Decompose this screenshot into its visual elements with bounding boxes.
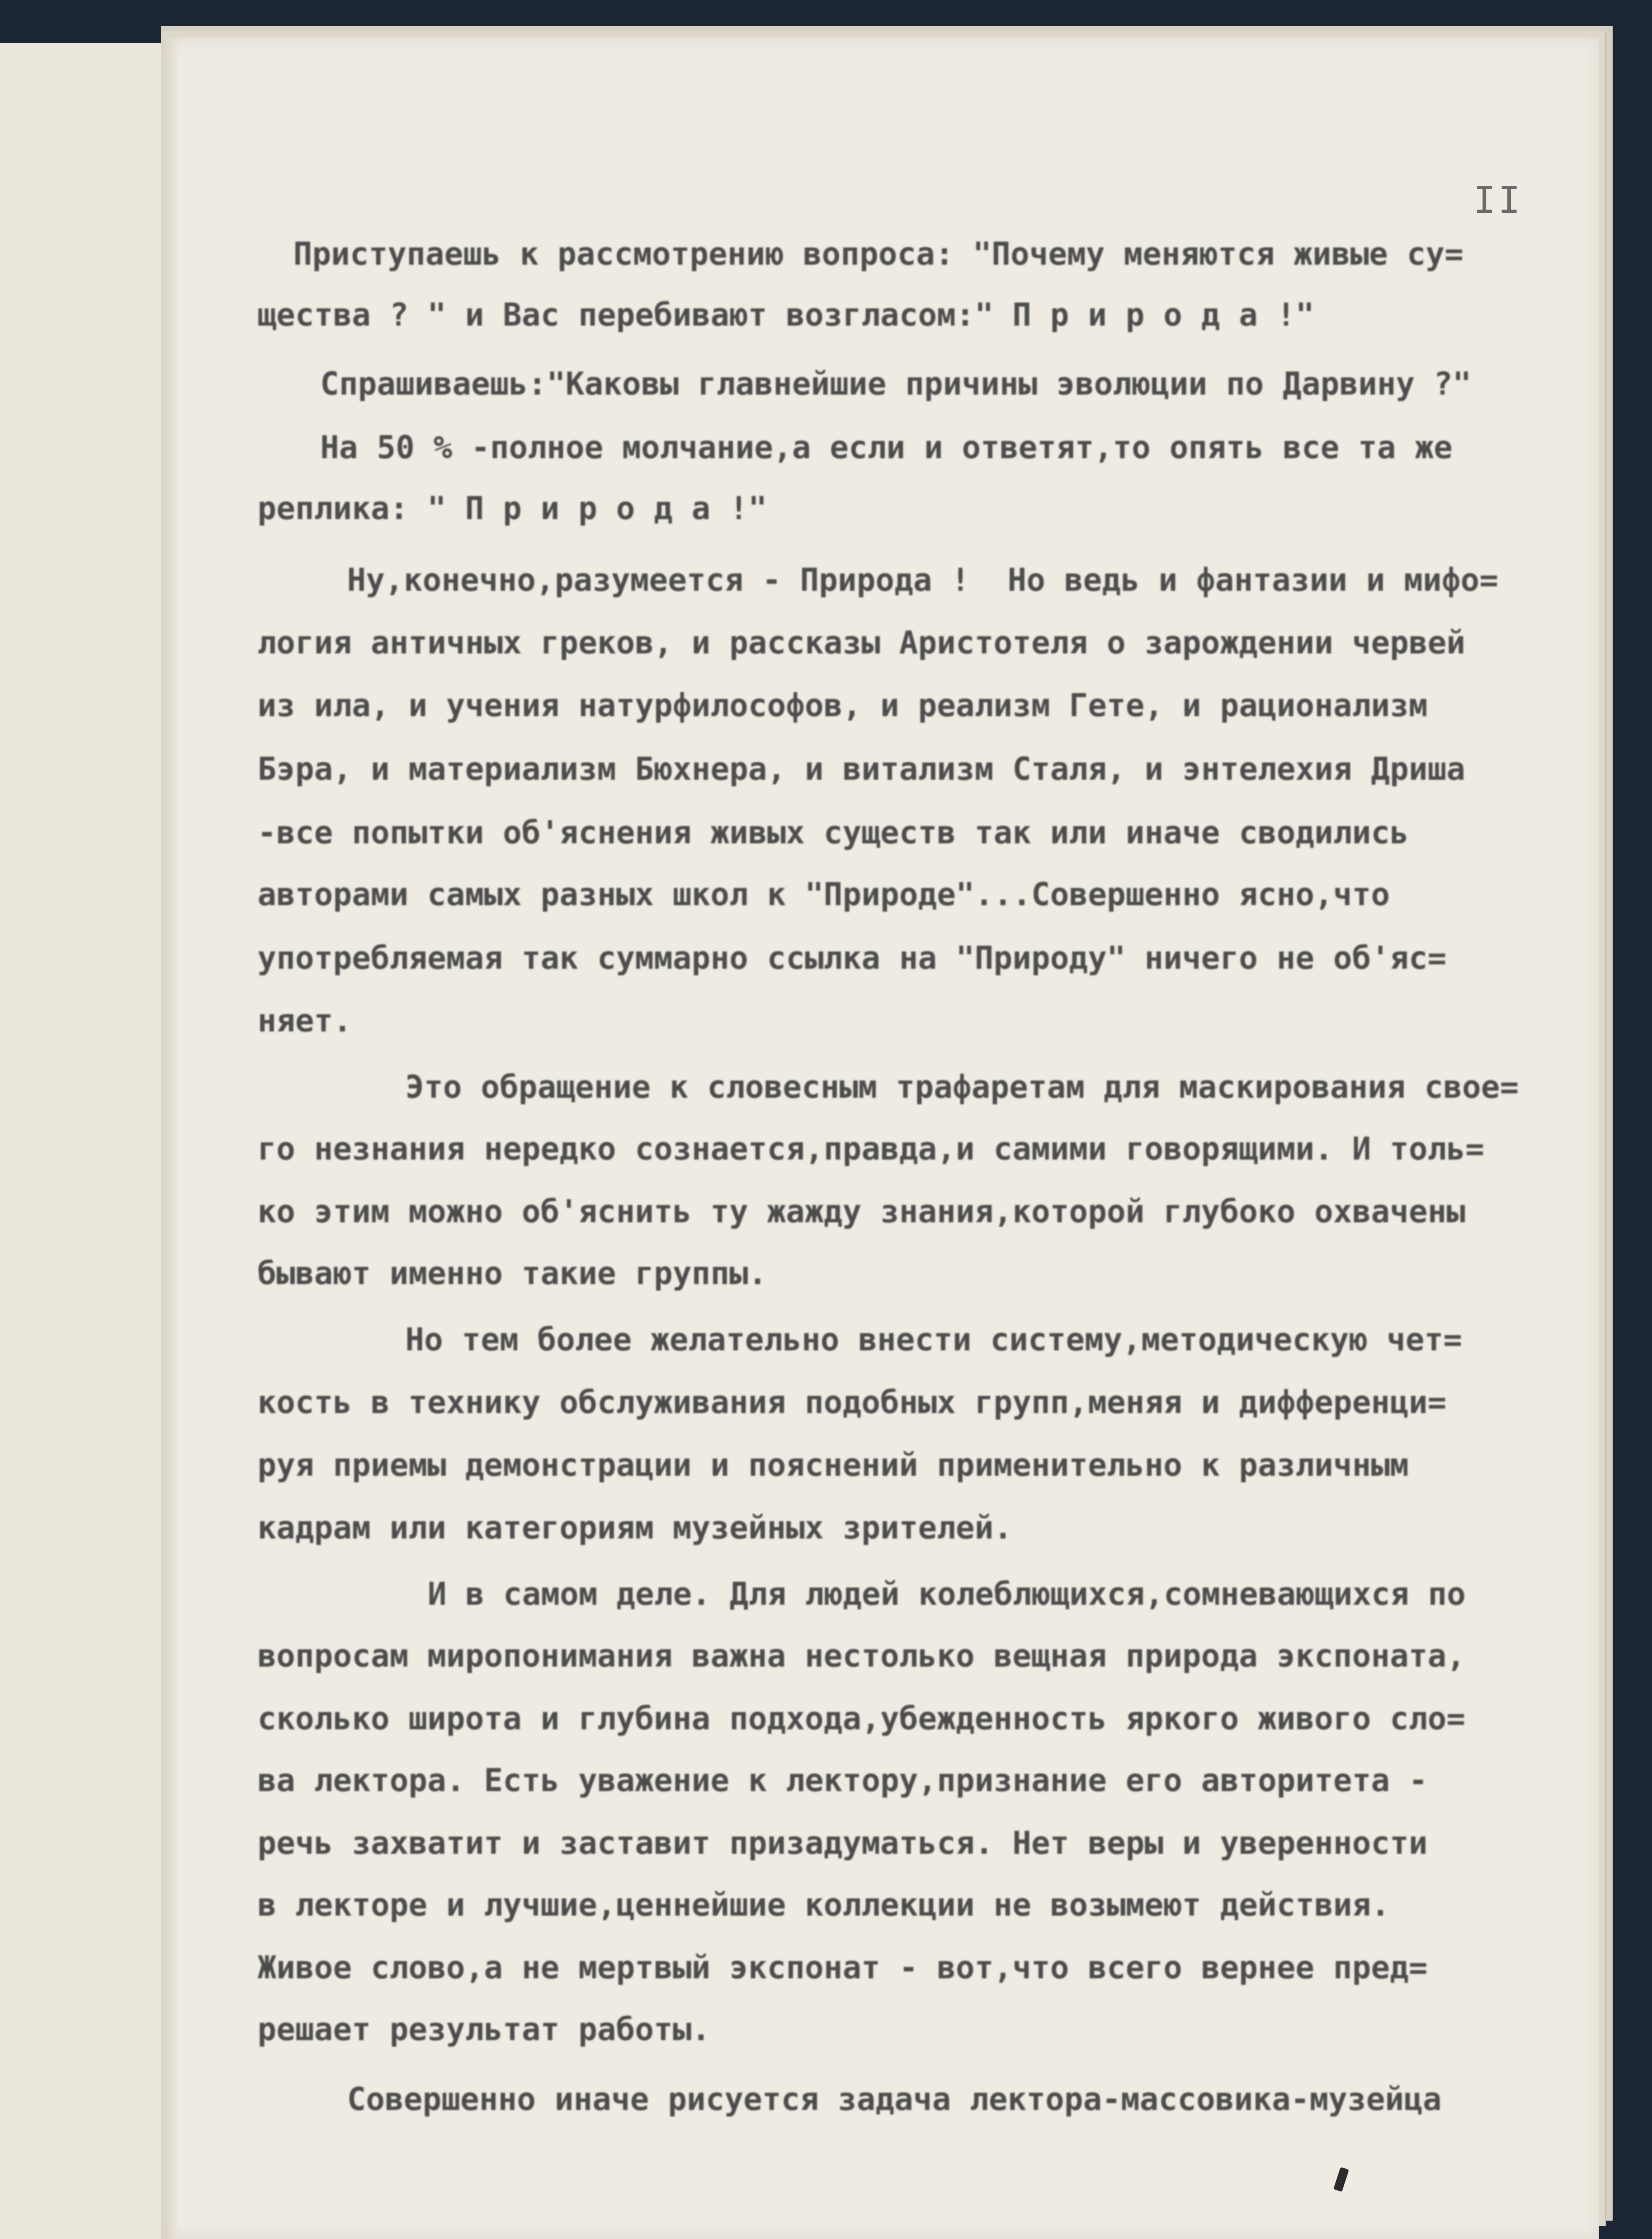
text-line: в лекторе и лучшие,ценнейшие коллекции не возымеют действия. (257, 1887, 1390, 1923)
text-line: употребляемая так суммарно ссылка на "Природу" ничего не об'яс= (257, 940, 1447, 976)
text-line: Ну,конечно,разумеется - Природа ! Но ведь и фантазии и мифо= (347, 562, 1498, 598)
text-line: Бэра, и материализм Бюхнера, и витализм Сталя, и энтелехия Дриша (257, 751, 1466, 787)
text-line: го незнания нередко сознается,правда,и самими говорящими. И толь= (257, 1130, 1485, 1167)
text-line: Совершенно иначе рисуется задача лектора-массовика-музейца (347, 2081, 1442, 2118)
text-line: вопросам миропонимания важна нестолько вещная природа экспоната, (257, 1637, 1466, 1674)
text-line: авторами самых разных школ к "Природе"...Совершенно ясно,что (257, 876, 1390, 913)
left-page-edge (0, 43, 179, 2239)
text-line: ва лектора. Есть уважение к лектору,признание его авторитета - (257, 1762, 1428, 1799)
text-line: Это обращение к словесным трафаретам для маскирования свое= (405, 1069, 1519, 1105)
text-line: Приступаешь к рассмотрению вопроса: "Почему меняются живые су= (293, 236, 1463, 272)
text-line: из ила, и учения натурфилософов, и реализм Гете, и рационализм (257, 687, 1428, 724)
text-line: щества ? " и Вас перебивают возгласом:" П р и р о д а !" (257, 297, 1315, 333)
page-fold-shadow (161, 38, 179, 2239)
text-line: -все попытки об'яснения живых существ так или иначе сводились (257, 814, 1409, 851)
text-line: решает результат работы. (257, 2011, 711, 2048)
text-line: бывают именно такие группы. (257, 1255, 767, 1292)
text-line: кость в технику обслуживания подобных групп,меняя и дифференци= (257, 1384, 1447, 1421)
text-line: И в самом деле. Для людей колеблющихся,сомневающихся по (428, 1576, 1466, 1612)
text-line: кадрам или категориям музейных зрителей. (257, 1509, 1013, 1546)
text-line: речь захватит и заставит призадуматься. Нет веры и уверенности (257, 1825, 1428, 1861)
text-line: На 50 % -полное молчание,а если и ответят,то опять все та же (320, 429, 1453, 466)
text-line: Живое слово,а не мертвый экспонат - вот,что всего вернее пред= (257, 1949, 1428, 1986)
text-line: няет. (257, 1002, 352, 1039)
text-line: ко этим можно об'яснить ту жажду знания,которой глубоко охвачены (257, 1193, 1466, 1230)
text-line: Спрашиваешь:"Каковы главнейшие причины эволюции по Дарвину ?" (320, 365, 1472, 402)
page-number: II (1473, 179, 1523, 222)
text-line: реплика: " П р и р о д а !" (257, 490, 767, 527)
text-line: руя приемы демонстрации и пояснений применительно к различным (257, 1447, 1409, 1483)
text-line: Но тем более желательно внести систему,методическую чет= (405, 1321, 1463, 1358)
text-line: сколько широта и глубина подхода,убежденность яркого живого сло= (257, 1700, 1466, 1737)
text-line: логия античных греков, и рассказы Аристотеля о зарождении червей (257, 624, 1466, 661)
